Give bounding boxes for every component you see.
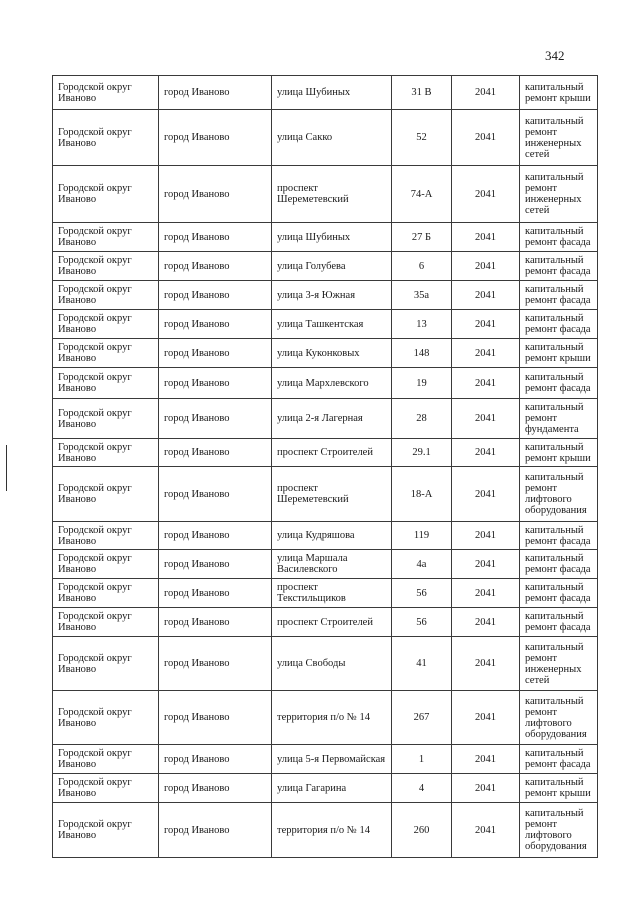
year-cell: 2041 [452, 803, 520, 858]
work-type-cell: капитальный ремонт фасада [520, 223, 598, 252]
district-cell: Городской округ Иваново [53, 223, 159, 252]
work-type-cell: капитальный ремонт инженерных сетей [520, 166, 598, 223]
street-cell: улица 2-я Лагерная [272, 399, 392, 439]
table-row [53, 281, 598, 310]
street-cell: улица Гагарина [272, 774, 392, 803]
margin-line-mark [6, 445, 7, 491]
year-cell: 2041 [452, 550, 520, 579]
street-cell: улица Маршала Василевского [272, 550, 392, 579]
year-cell: 2041 [452, 399, 520, 439]
house-number-cell: 28 [392, 399, 452, 439]
house-number-cell: 27 Б [392, 223, 452, 252]
street-cell: улица 5-я Первомайская [272, 745, 392, 774]
year-cell: 2041 [452, 522, 520, 550]
district-cell: Городской округ Иваново [53, 579, 159, 608]
work-type-cell: капитальный ремонт фасада [520, 252, 598, 281]
year-cell: 2041 [452, 223, 520, 252]
district-cell: Городской округ Иваново [53, 691, 159, 745]
work-type-cell: капитальный ремонт фасада [520, 579, 598, 608]
district-cell: Городской округ Иваново [53, 281, 159, 310]
table-row [53, 774, 598, 803]
table-row [53, 339, 598, 368]
table-row [53, 691, 598, 745]
house-number-cell: 56 [392, 608, 452, 637]
city-cell: город Иваново [159, 439, 272, 467]
house-number-cell: 267 [392, 691, 452, 745]
work-type-cell: капитальный ремонт фасада [520, 368, 598, 399]
house-number-cell: 13 [392, 310, 452, 339]
street-cell: улица 3-я Южная [272, 281, 392, 310]
table-row [53, 579, 598, 608]
table-row [53, 166, 598, 223]
schedule-table-body [53, 76, 598, 858]
city-cell: город Иваново [159, 608, 272, 637]
schedule-table [52, 75, 598, 858]
year-cell: 2041 [452, 110, 520, 166]
year-cell: 2041 [452, 608, 520, 637]
table-row [53, 467, 598, 522]
table-row [53, 439, 598, 467]
city-cell: город Иваново [159, 579, 272, 608]
district-cell: Городской округ Иваново [53, 522, 159, 550]
table-row [53, 637, 598, 691]
work-type-cell: капитальный ремонт крыши [520, 76, 598, 110]
district-cell: Городской округ Иваново [53, 368, 159, 399]
table-row [53, 368, 598, 399]
table-row [53, 310, 598, 339]
city-cell: город Иваново [159, 691, 272, 745]
work-type-cell: капитальный ремонт крыши [520, 774, 598, 803]
district-cell: Городской округ Иваново [53, 439, 159, 467]
work-type-cell: капитальный ремонт фасада [520, 608, 598, 637]
table-row [53, 110, 598, 166]
work-type-cell: капитальный ремонт лифтового оборудования [520, 691, 598, 745]
city-cell: город Иваново [159, 774, 272, 803]
house-number-cell: 41 [392, 637, 452, 691]
city-cell: город Иваново [159, 310, 272, 339]
district-cell: Городской округ Иваново [53, 310, 159, 339]
work-type-cell: капитальный ремонт фасада [520, 550, 598, 579]
city-cell: город Иваново [159, 223, 272, 252]
house-number-cell: 18-А [392, 467, 452, 522]
street-cell: проспект Строителей [272, 608, 392, 637]
street-cell: территория п/о № 14 [272, 803, 392, 858]
work-type-cell: капитальный ремонт фундамента [520, 399, 598, 439]
district-cell: Городской округ Иваново [53, 550, 159, 579]
year-cell: 2041 [452, 439, 520, 467]
street-cell: улица Шубиных [272, 223, 392, 252]
district-cell: Городской округ Иваново [53, 252, 159, 281]
work-type-cell: капитальный ремонт инженерных сетей [520, 110, 598, 166]
city-cell: город Иваново [159, 745, 272, 774]
work-type-cell: капитальный ремонт лифтового оборудования [520, 803, 598, 858]
table-row [53, 608, 598, 637]
house-number-cell: 74-А [392, 166, 452, 223]
work-type-cell: капитальный ремонт крыши [520, 439, 598, 467]
city-cell: город Иваново [159, 803, 272, 858]
table-row [53, 76, 598, 110]
district-cell: Городской округ Иваново [53, 803, 159, 858]
city-cell: город Иваново [159, 252, 272, 281]
year-cell: 2041 [452, 467, 520, 522]
street-cell: проспект Строителей [272, 439, 392, 467]
year-cell: 2041 [452, 691, 520, 745]
city-cell: город Иваново [159, 368, 272, 399]
year-cell: 2041 [452, 166, 520, 223]
city-cell: город Иваново [159, 76, 272, 110]
house-number-cell: 4 [392, 774, 452, 803]
street-cell: проспект Шереметевский [272, 467, 392, 522]
city-cell: город Иваново [159, 399, 272, 439]
work-type-cell: капитальный ремонт инженерных сетей [520, 637, 598, 691]
street-cell: улица Голубева [272, 252, 392, 281]
year-cell: 2041 [452, 252, 520, 281]
year-cell: 2041 [452, 579, 520, 608]
district-cell: Городской округ Иваново [53, 467, 159, 522]
house-number-cell: 19 [392, 368, 452, 399]
city-cell: город Иваново [159, 281, 272, 310]
year-cell: 2041 [452, 637, 520, 691]
work-type-cell: капитальный ремонт фасада [520, 522, 598, 550]
year-cell: 2041 [452, 774, 520, 803]
table-row [53, 522, 598, 550]
year-cell: 2041 [452, 76, 520, 110]
city-cell: город Иваново [159, 637, 272, 691]
street-cell: улица Кудряшова [272, 522, 392, 550]
city-cell: город Иваново [159, 110, 272, 166]
work-type-cell: капитальный ремонт лифтового оборудования [520, 467, 598, 522]
house-number-cell: 4а [392, 550, 452, 579]
district-cell: Городской округ Иваново [53, 399, 159, 439]
street-cell: улица Ташкентская [272, 310, 392, 339]
house-number-cell: 31 В [392, 76, 452, 110]
house-number-cell: 29.1 [392, 439, 452, 467]
table-row [53, 252, 598, 281]
house-number-cell: 148 [392, 339, 452, 368]
city-cell: город Иваново [159, 166, 272, 223]
district-cell: Городской округ Иваново [53, 608, 159, 637]
street-cell: территория п/о № 14 [272, 691, 392, 745]
district-cell: Городской округ Иваново [53, 110, 159, 166]
city-cell: город Иваново [159, 550, 272, 579]
house-number-cell: 260 [392, 803, 452, 858]
table-row [53, 550, 598, 579]
year-cell: 2041 [452, 310, 520, 339]
district-cell: Городской округ Иваново [53, 76, 159, 110]
city-cell: город Иваново [159, 467, 272, 522]
street-cell: улица Свободы [272, 637, 392, 691]
year-cell: 2041 [452, 368, 520, 399]
street-cell: улица Шубиных [272, 76, 392, 110]
city-cell: город Иваново [159, 339, 272, 368]
work-type-cell: капитальный ремонт крыши [520, 339, 598, 368]
street-cell: проспект Текстильщиков [272, 579, 392, 608]
district-cell: Городской округ Иваново [53, 637, 159, 691]
year-cell: 2041 [452, 281, 520, 310]
street-cell: улица Мархлевского [272, 368, 392, 399]
house-number-cell: 1 [392, 745, 452, 774]
district-cell: Городской округ Иваново [53, 339, 159, 368]
district-cell: Городской округ Иваново [53, 745, 159, 774]
work-type-cell: капитальный ремонт фасада [520, 281, 598, 310]
year-cell: 2041 [452, 339, 520, 368]
district-cell: Городской округ Иваново [53, 774, 159, 803]
house-number-cell: 56 [392, 579, 452, 608]
street-cell: улица Сакко [272, 110, 392, 166]
house-number-cell: 35а [392, 281, 452, 310]
house-number-cell: 52 [392, 110, 452, 166]
page-number: 342 [545, 48, 565, 63]
table-row [53, 399, 598, 439]
work-type-cell: капитальный ремонт фасада [520, 310, 598, 339]
street-cell: проспект Шереметевский [272, 166, 392, 223]
table-row [53, 745, 598, 774]
year-cell: 2041 [452, 745, 520, 774]
table-row [53, 803, 598, 858]
house-number-cell: 6 [392, 252, 452, 281]
house-number-cell: 119 [392, 522, 452, 550]
table-row [53, 223, 598, 252]
street-cell: улица Куконковых [272, 339, 392, 368]
work-type-cell: капитальный ремонт фасада [520, 745, 598, 774]
city-cell: город Иваново [159, 522, 272, 550]
district-cell: Городской округ Иваново [53, 166, 159, 223]
